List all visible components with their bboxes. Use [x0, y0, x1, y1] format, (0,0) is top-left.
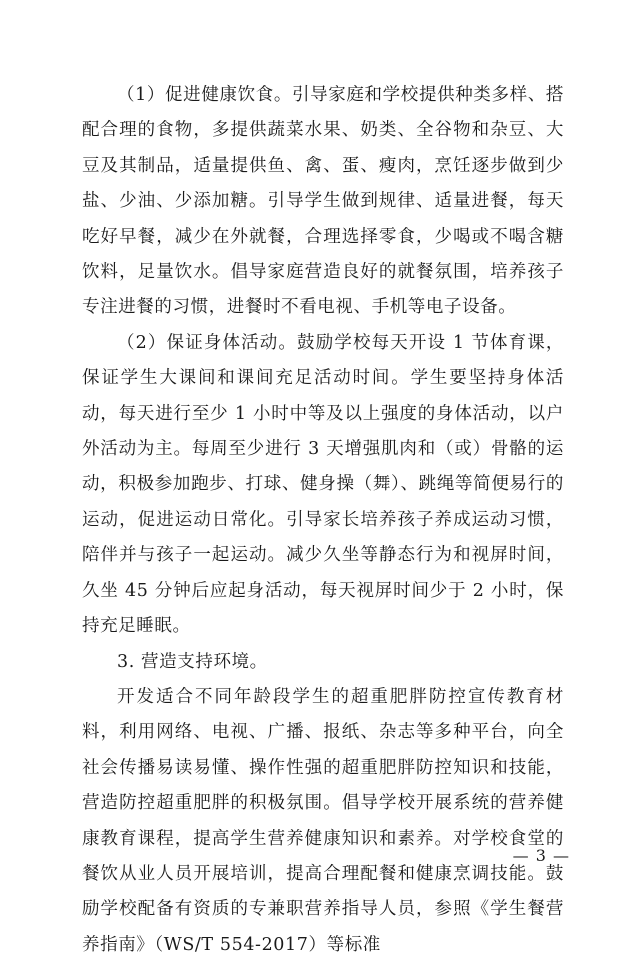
section-heading-supportive-environment: 3. 营造支持环境。 [117, 651, 268, 672]
document-body [82, 78, 564, 963]
page-number: — 3 — [512, 846, 570, 865]
paragraph-supportive-environment: 开发适合不同年龄段学生的超重肥胖防控宣传教育材料，利用网络、电视、广播、报纸、杂志等多种平台，向全社会传播易读易懂、操作性强的超重肥胖防控知识和技能，营造防控超重肥胖的积极氛围。倡导学校开展系统的营养健康教育课程，提高学生营养健康知识和素养。对学校食堂的餐饮从业人员开展培训，提高合理配餐和健康烹调技能。鼓励学校配备有资质的专兼职营养指导人员，参照《学生餐营养指南》（WS/T 554-2017）等标准 [82, 686, 564, 955]
paragraph-physical-activity: （2）保证身体活动。鼓励学校每天开设 1 节体育课，保证学生大课间和课间充足活动时间。学生要坚持身体活动，每天进行至少 1 小时中等及以上强度的身体活动，以户外活动为主。每周至少进行 3 天增强肌肉和（或）骨骼的运动，积极参加跑步、打球、健身操（舞）、跳绳等简便易行的运动，促进运动日常化。引导家长培养孩子养成运动习惯，陪伴并与孩子一起运动。减少久坐等静态行为和视屏时间，久坐 45 分钟后应起身活动，每天视屏时间少于 2 小时，保持充足睡眠。 [82, 332, 564, 637]
paragraph-healthy-diet: （1）促进健康饮食。引导家庭和学校提供种类多样、搭配合理的食物，多提供蔬菜水果、奶类、全谷物和杂豆、大豆及其制品，适量提供鱼、禽、蛋、瘦肉，烹饪逐步做到少盐、少油、少添加糖。引导学生做到规律、适量进餐，每天吃好早餐，减少在外就餐，合理选择零食，少喝或不喝含糖饮料，足量饮水。倡导家庭营造良好的就餐氛围，培养孩子专注进餐的习惯，进餐时不看电视、手机等电子设备。 [82, 85, 564, 318]
